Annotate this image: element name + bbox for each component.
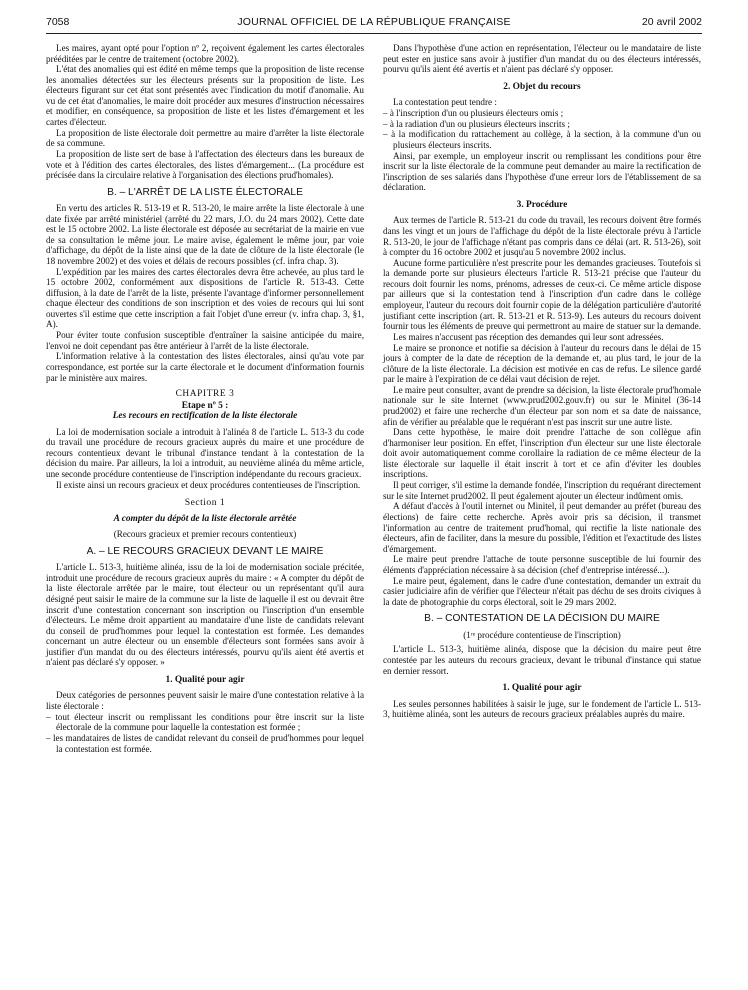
left-column [46, 43, 364, 754]
section-number: Section 1 [184, 497, 226, 509]
paragraph: Il peut corriger, s'il estime la demande fondée, l'inscription du requérant directement sur le site Internet prud2002. Il peut également ajouter un électeur indûment omis. [383, 480, 701, 501]
paragraph: Les maires n'accusent pas réception des demandes qui leur sont adressées. [393, 331, 664, 342]
paragraph: Il existe ainsi un recours gracieux et deux procédures contentieuses de l'inscription. [56, 479, 361, 490]
paragraph: En vertu des articles R. 513-19 et R. 513-20, le maire arrête la liste électorale à une date fixée par arrêté ministériel (arrêté du 22 mars, J.O. du 24 mars 2002). Cette date est le 15 octobre 2002. La liste électorale est déposée au secrétariat de la mairie en vue de sa consultation le même jour. Le maire avise, également le même jour, par voie d'affichage, du dépôt de la liste ainsi que de la date de clôture de la liste électorale (le 18 novembre 2002) et des voies et délais de recours possibles (cf. infra chap. 3). [46, 203, 364, 266]
paragraph: La contestation peut tendre : [393, 97, 497, 108]
list-item: – tout électeur inscrit ou remplissant les conditions pour être inscrit sur la liste électorale de la commune pour laquelle la contestation est formée ; [46, 711, 364, 733]
paragraph: Pour éviter toute confusion susceptible d'entraîner la saisine anticipée du maire, l'envoi ne doit cependant pas être antérieur à l'arrêt de la liste électorale. [46, 330, 364, 351]
paragraph: Aux termes de l'article R. 513-21 du code du travail, les recours doivent être formés dans les vingt et un jours de l'affichage du dépôt de la liste électorale prévu à l'article R. 513-20, le jour de l'affichage n'étant pas compris dans ce délai (art. R. 513-26), soit à compter du 16 octobre 2002 et jusqu'au 5 novembre 2002 inclus. [383, 215, 701, 258]
paragraph: Dans l'hypothèse d'une action en représentation, l'électeur ou le mandataire de liste peut ester en justice sans avoir à justifier d'un mandat du ou des électeurs intéressés, pourvu qu'ils aient été avertis et n'aient pas déclaré s'y opposer. [383, 43, 701, 75]
chapter-title: Les recours en rectification de la liste électorale [112, 411, 298, 422]
paragraph: La loi de modernisation sociale a introduit à l'alinéa 8 de l'article L. 513-3 du code du travail une procédure de recours gracieux auprès du maire et une procédure de recours contentieux devant le tribunal d'instance tendant à la contestation de la décision du maire. Par ailleurs, la loi a introduit, au neuvième alinéa du même article, une seconde procédure contentieuse de l'inscription indépendante du recours gracieux. [46, 426, 364, 479]
subheading: 2. Objet du recours [503, 81, 581, 92]
issue-date: 20 avril 2002 [641, 16, 702, 28]
paragraph: L'état des anomalies qui est édité en même temps que la proposition de liste recense les anomalies détectées sur les électeurs présents sur la proposition de liste. Les électeurs figurant sur cet état sont présentés avec l'indication du motif d'anomalie. Au vu de cet état d'anomalies, le maire doit procéder aux mesures d'instruction nécessaires et modifier, en conséquence, sa proposition de liste et les listes d'émargement et les cartes d'électeur. [46, 64, 364, 128]
right-column [383, 43, 701, 720]
paragraph: Le maire peut prendre l'attache de toute personne susceptible de lui fournir des éléments d'appréciation nécessaire à sa décision (chef d'entreprise intéressé...). [383, 554, 701, 575]
paragraph: Le maire peut consulter, avant de prendre sa décision, la liste électorale prud'homale nationale sur le site Internet (www.prud2002.gouv.fr) ou sur le Minitel (36-14 prud2002) et faire une recherche d'un électeur par son nom et sa date de naissance, afin de vérifier au préalable que le requérant n'est pas inscrit sur une autre liste. [383, 384, 701, 427]
paragraph: Les maires, ayant opté pour l'option nº 2, reçoivent également les cartes électorales prééditées par le centre de traitement (octobre 2002). [46, 43, 364, 64]
section-heading: B. – L'ARRÊT DE LA LISTE ÉLECTORALE [107, 186, 303, 198]
section-heading: A. – LE RECOURS GRACIEUX DEVANT LE MAIRE [86, 545, 324, 557]
list-item: – les mandataires de listes de candidat relevant du conseil de prud'hommes pour lequel la contestation est formée. [46, 732, 364, 754]
section-subtitle: (1ʳᵉ procédure contentieuse de l'inscription) [463, 629, 621, 640]
subheading: 1. Qualité pour agir [502, 683, 582, 694]
paragraph: Le maire se prononce et notifie sa décision à l'auteur du recours dans le délai de 15 jours à compter de la date de réception de la demande et, au plus tard, le jour de la clôture de la liste électorale. La décision est motivée en cas de refus. Le silence gardé par le maire à l'expiration de ce délai vaut décision de rejet. [383, 342, 701, 385]
paragraph: La proposition de liste sert de base à l'affectation des électeurs dans les bureaux de vote et à l'édition des cartes électorales, des listes d'émargement... (La procédure est précisée dans la circulaire relative à l'organisation des élections prud'homales). [46, 149, 364, 181]
section-subtitle: (Recours gracieux et premier recours contentieux) [113, 529, 297, 540]
section-heading: B. – CONTESTATION DE LA DÉCISION DU MAIRE [424, 613, 660, 625]
paragraph: L'information relative à la contestation des listes électorales, ainsi qu'au vote par correspondance, est portée sur la carte électorale et le document d'information fournis par le ministère aux maires. [46, 351, 364, 383]
header-rule [46, 33, 702, 34]
journal-title: JOURNAL OFFICIEL DE LA RÉPUBLIQUE FRANÇAISE [237, 16, 511, 28]
paragraph: Le maire peut, également, dans le cadre d'une contestation, demander un extrait du casier judiciaire afin de vérifier que l'électeur n'était pas déchu de ses droits civiques à la date de photographie du corps électoral, soit le 29 mars 2002. [383, 575, 701, 607]
list-item: – à l'inscription d'un ou plusieurs électeurs omis ; [383, 107, 564, 118]
paragraph: Dans cette hypothèse, le maire doit prendre l'attache de son collègue afin d'harmoniser leur position. En effet, l'inscription d'un électeur sur une liste électorale doit avoir automatiquement comme corollaire la radiation de ce même électeur de la liste électorale sur laquelle il était inscrit à tort et ce afin d'éviter les doubles inscriptions. [383, 427, 701, 480]
page-number: 7058 [46, 16, 70, 28]
paragraph: Aucune forme particulière n'est prescrite pour les demandes gracieuses. Toutefois si la demande porte sur plusieurs électeurs l'article R. 513-21 précise que l'auteur du recours doit fournir les noms, prénoms, adresses de ceux-ci. Ce même article dispose par ailleurs que si la contestation tend à l'inscription d'un cadre dans le collège employeur, l'auteur du recours doit fournir copie de la délégation particulière d'autorité justifiant cette inscription (art. R. 513-21 et R. 513-9). Les auteurs du recours doivent fournir tous les éléments de preuve qui permettront au maire de statuer sur la demande. [383, 257, 701, 332]
paragraph: L'article L. 513-3, huitième alinéa, issu de la loi de modernisation sociale précitée, introduit une procédure de recours gracieux auprès du maire : « A compter du dépôt de la liste électorale arrêtée par le maire, tout électeur ou un représentant qu'il aura désigné peut saisir le maire de la commune sur la liste de laquelle il est ou devrait être inscrit d'une contestation concernant son inscription ou l'inscription d'un ensemble d'électeurs. Le même droit appartient au mandataire d'une liste de candidats relevant du conseil de prud'hommes pour lequel la contestation est formée. Les demandes concernant un autre électeur ou un ensemble d'électeurs sont formées sans avoir à justifier d'un mandat du ou des électeurs intéressés, pourvu qu'ils aient été avertis et n'aient pas déclaré s'y opposer. » [46, 562, 364, 668]
list-item: – à la radiation d'un ou plusieurs électeurs inscrits ; [383, 118, 570, 129]
paragraph: Ainsi, par exemple, un employeur inscrit ou remplissant les conditions pour être inscrit sur la liste électorale de la commune peut demander au maire la rectification de l'inscription de ses salariés dans l'hypothèse d'une erreur lors de l'établissement de sa déclaration. [383, 150, 701, 193]
paragraph: Les seules personnes habilitées à saisir le juge, sur le fondement de l'article L. 513-3, huitième alinéa, sont les auteurs de recours gracieux préalables auprès du maire. [383, 698, 701, 720]
chapter-heading: CHAPITRE 3 [175, 389, 235, 400]
step-heading: Etape nº 5 : [181, 400, 229, 411]
paragraph: A défaut d'accès à l'outil internet ou Minitel, il peut demander au préfet (bureau des élections) de faire cette recherche. Après avoir pris sa décision, il transmet l'information au centre de traitement prud'homal, qui rectifie la liste nationale des électeurs, afin de faciliter, dans la mesure du possible, l'édition et l'exactitude des listes d'émargement. [383, 501, 701, 554]
section-title: A compter du dépôt de la liste électorale arrêtée [113, 513, 297, 524]
paragraph: La proposition de liste électorale doit permettre au maire d'arrêter la liste électorale de sa commune. [46, 127, 364, 149]
list-item: – à la modification du rattachement au collège, à la section, à la commune d'un ou plusieurs électeurs inscrits. [383, 129, 701, 150]
subheading: 1. Qualité pour agir [165, 674, 245, 685]
page-header [46, 16, 702, 32]
paragraph: L'article L. 513-3, huitième alinéa, dispose que la décision du maire peut être contestée par les auteurs du recours gracieux, devant le tribunal d'instance qui statue en dernier ressort. [383, 644, 701, 676]
subheading: 3. Procédure [516, 199, 568, 210]
paragraph: Deux catégories de personnes peuvent saisir le maire d'une contestation relative à la liste électorale : [46, 690, 364, 711]
paragraph: L'expédition par les maires des cartes électorales devra être achevée, au plus tard le 15 octobre 2002, conformément aux dispositions de l'article R. 513-43. Cette diffusion, à la date de l'arrêt de la liste, présente l'avantage d'informer personnellement chaque électeur des conditions de son inscription et des voies de recours qui lui sont ouvertes s'il estime que cette inscription a fait l'objet d'une erreur (v. infra chap. 3, §1, A). [46, 266, 364, 330]
